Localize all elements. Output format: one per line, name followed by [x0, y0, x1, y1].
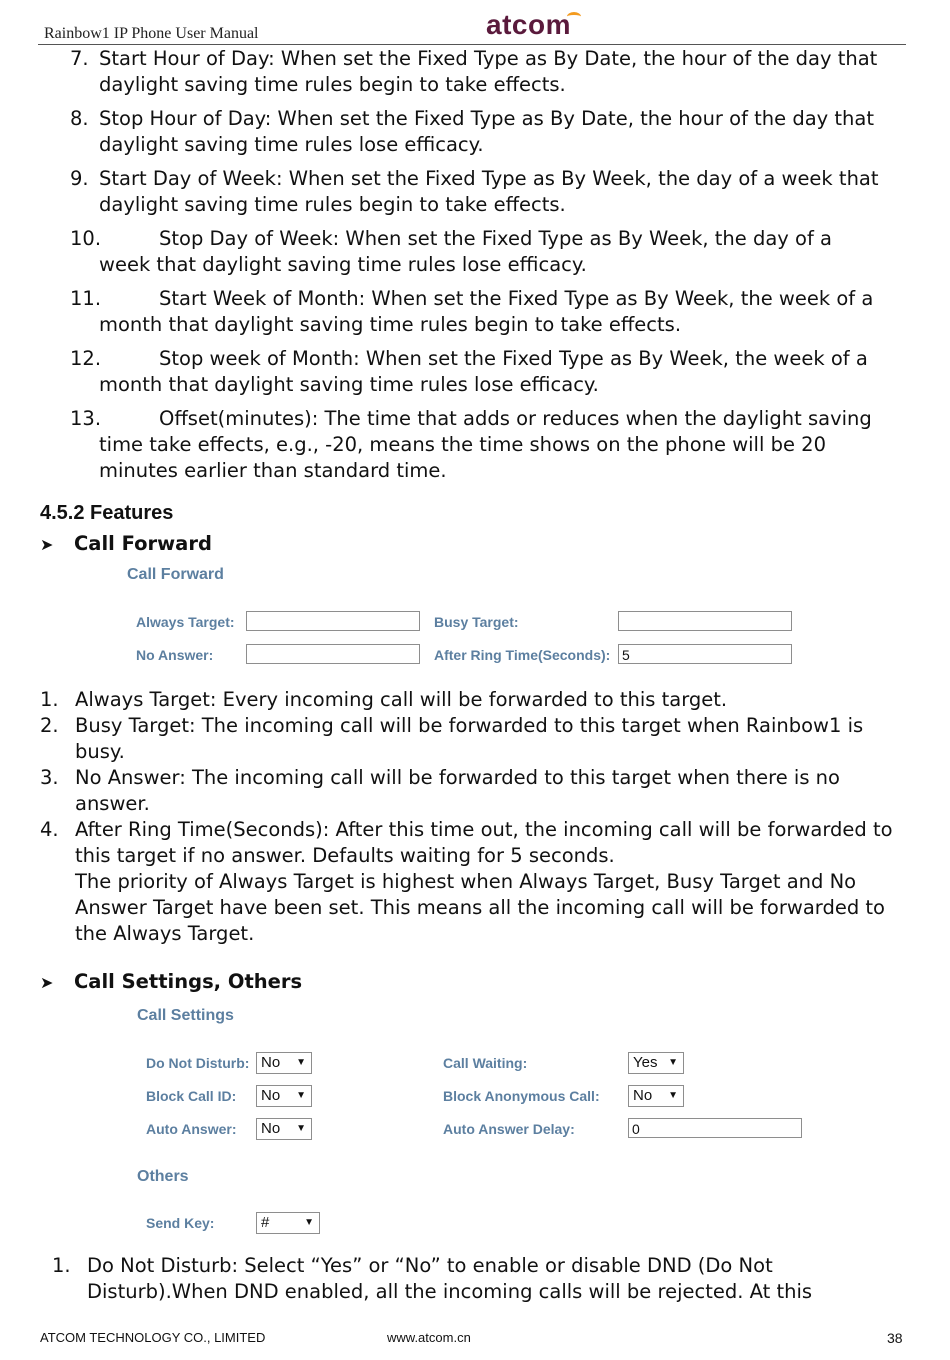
dropdown-arrow-icon: ▼ — [668, 1057, 678, 1068]
list-text: Stop Day of Week: When set the Fixed Type as By Week, the day of a — [159, 227, 832, 250]
call-waiting-select[interactable] — [628, 1052, 684, 1074]
list-text: Offset(minutes): The time that adds or reduces when the daylight saving — [159, 407, 872, 430]
list-number: 1. — [40, 688, 59, 711]
ring-time-label: After Ring Time(Seconds): — [434, 647, 611, 663]
list-text: Do Not Disturb: Select “Yes” or “No” to enable or disable DND (Do Not Disturb).When DND enabled, all the incoming calls will be rejected. At this — [87, 1254, 813, 1303]
no-answer-input[interactable] — [246, 644, 420, 664]
list-text: After Ring Time(Seconds): After this time out, the incoming call will be forwarded to this target if no answer. Defaults waiting for 5 seconds. — [75, 818, 893, 867]
block-call-id-selected-value: No — [261, 1087, 281, 1104]
dnd-select[interactable] — [256, 1052, 312, 1074]
ring-time-input[interactable]: 5 — [618, 644, 792, 664]
block-call-id-select[interactable] — [256, 1085, 312, 1107]
call-waiting-selected-value: Yes — [633, 1054, 658, 1071]
list-item — [70, 166, 910, 218]
list-text: Stop Hour of Day: When set the Fixed Type as By Date, the hour of the day that daylight saving time rules lose efficacy. — [99, 107, 875, 156]
block-anonymous-selected-value: No — [633, 1087, 653, 1104]
send-key-select[interactable] — [256, 1212, 320, 1234]
list-number: 3. — [40, 766, 59, 789]
list-text: Busy Target: The incoming call will be forwarded to this target when Rainbow1 is busy. — [75, 714, 864, 763]
auto-answer-delay-input[interactable]: 0 — [628, 1118, 802, 1138]
list-text: Always Target: Every incoming call will be forwarded to this target. — [75, 688, 728, 711]
others-panel-title: Others — [137, 1168, 189, 1185]
list-number: 12. — [70, 347, 102, 370]
dnd-label: Do Not Disturb: — [146, 1055, 250, 1071]
list-number: 7. — [70, 47, 89, 70]
call-forward-heading — [40, 532, 212, 555]
auto-answer-select[interactable] — [256, 1118, 312, 1140]
list-item — [70, 46, 910, 98]
list-item — [70, 106, 910, 158]
call-settings-heading — [40, 970, 302, 993]
section-heading: 4.5.2 Features — [40, 502, 174, 524]
auto-answer-selected-value: No — [261, 1120, 281, 1137]
dropdown-arrow-icon: ▼ — [296, 1057, 306, 1068]
bullet-heading-text: Call Forward — [74, 532, 212, 555]
dropdown-arrow-icon: ▼ — [304, 1217, 314, 1228]
header-divider — [38, 44, 906, 45]
logo-accent-mark — [567, 12, 581, 21]
list-number: 8. — [70, 107, 89, 130]
list-item — [40, 713, 900, 765]
list-text: Start Day of Week: When set the Fixed Type as By Week, the day of a week that daylight saving time rules begin to take effects. — [99, 167, 879, 216]
call-settings-explanations — [52, 1253, 862, 1305]
list-item — [70, 286, 910, 338]
block-anonymous-label: Block Anonymous Call: — [443, 1088, 600, 1104]
list-item — [40, 817, 900, 869]
list-number: 11. — [70, 287, 102, 310]
priority-note: The priority of Always Target is highest when Always Target, Busy Target and No Answer Target have been set. This means all the incoming call will be forwarded to the Always Target. — [75, 870, 885, 945]
list-number: 9. — [70, 167, 89, 190]
list-number: 13. — [70, 407, 102, 430]
dst-settings-list — [70, 46, 910, 492]
footer-website: www.atcom.cn — [387, 1330, 471, 1345]
list-item — [70, 226, 910, 278]
dropdown-arrow-icon: ▼ — [668, 1090, 678, 1101]
dnd-selected-value: No — [261, 1054, 281, 1071]
no-answer-label: No Answer: — [136, 647, 214, 663]
list-text: Start Week of Month: When set the Fixed Type as By Week, the week of a — [159, 287, 874, 310]
list-number: 10. — [70, 227, 102, 250]
list-text: Stop week of Month: When set the Fixed Type as By Week, the week of a — [159, 347, 868, 370]
list-text: month that daylight saving time rules lose efficacy. — [99, 373, 599, 396]
busy-target-input[interactable] — [618, 611, 792, 631]
list-text: Start Hour of Day: When set the Fixed Type as By Date, the hour of the day that daylight saving time rules begin to take effects. — [99, 47, 878, 96]
auto-answer-delay-label: Auto Answer Delay: — [443, 1121, 575, 1137]
dropdown-arrow-icon: ▼ — [296, 1123, 306, 1134]
call-forward-explanations — [40, 687, 900, 947]
list-number: 2. — [40, 714, 59, 737]
list-item — [70, 406, 910, 484]
arrow-bullet-icon: ➤ — [40, 535, 54, 554]
list-item — [52, 1253, 862, 1305]
atcom-logo: atcom — [486, 9, 571, 40]
list-text: month that daylight saving time rules begin to take effects. — [99, 313, 682, 336]
list-number: 1. — [52, 1254, 71, 1277]
bullet-heading-text: Call Settings, Others — [74, 970, 303, 993]
footer-company: ATCOM TECHNOLOGY CO., LIMITED — [40, 1330, 266, 1345]
call-settings-panel-title: Call Settings — [137, 1007, 234, 1024]
send-key-label: Send Key: — [146, 1215, 215, 1231]
send-key-selected-value: # — [261, 1214, 270, 1231]
block-call-id-label: Block Call ID: — [146, 1088, 237, 1104]
always-target-input[interactable] — [246, 611, 420, 631]
list-text: week that daylight saving time rules lose efficacy. — [99, 253, 587, 276]
call-forward-panel-title: Call Forward — [127, 566, 224, 583]
busy-target-label: Busy Target: — [434, 614, 519, 630]
list-item — [70, 346, 910, 398]
list-text: time take effects, e.g., -20, means the time shows on the phone will be 20 minutes earlier than standard time. — [99, 433, 826, 482]
block-anonymous-select[interactable] — [628, 1085, 684, 1107]
list-item — [40, 765, 900, 817]
document-header-title: Rainbow1 IP Phone User Manual — [44, 25, 259, 42]
list-text: No Answer: The incoming call will be forwarded to this target when there is no answer. — [75, 766, 840, 815]
call-waiting-label: Call Waiting: — [443, 1055, 528, 1071]
list-item — [40, 687, 900, 713]
auto-answer-label: Auto Answer: — [146, 1121, 237, 1137]
arrow-bullet-icon: ➤ — [40, 973, 54, 992]
page-number: 38 — [887, 1330, 903, 1346]
dropdown-arrow-icon: ▼ — [296, 1090, 306, 1101]
always-target-label: Always Target: — [136, 614, 235, 630]
list-number: 4. — [40, 818, 59, 841]
